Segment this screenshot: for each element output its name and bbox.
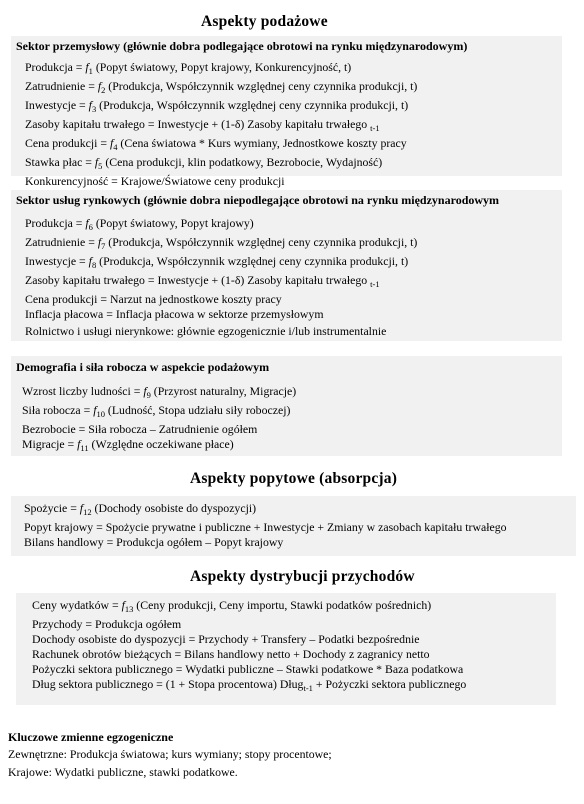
equation-text: Zasoby kapitału trwałego = Inwestycje + (1-δ) Zasoby kapitału trwałego — [25, 273, 371, 287]
equation-text: Dług sektora publicznego = (1 + Stopa procentowa) Dług — [32, 677, 304, 691]
equation-text: Produkcja = — [25, 60, 86, 74]
equation-args: (Popyt światowy, Popyt krajowy) — [92, 216, 254, 230]
equation-line — [22, 384, 296, 403]
title-supply-aspects: Aspekty podażowe — [201, 13, 328, 30]
equation-line — [22, 437, 296, 456]
subscript: t-1 — [303, 683, 313, 693]
equation-args: (Przyrost naturalny, Migracje) — [150, 384, 297, 398]
equation-text: Popyt krajowy = Spożycie prywatne i publiczne + Inwestycje + Zmiany w zasobach kapitału trwałego — [24, 520, 507, 534]
function-symbol: f — [109, 136, 114, 150]
equation-args: (Ceny produkcji, Ceny importu, Stawki podatków pośrednich) — [133, 598, 432, 612]
income-lines — [32, 598, 466, 696]
subscript: 11 — [80, 443, 89, 453]
subscript: 7 — [101, 241, 106, 251]
exogenous-line-external: Zewnętrzne: Produkcja światowa; kurs wymiany; stopy procentowe; — [8, 747, 332, 761]
equation-args: (Dochody osobiste do dyspozycji) — [91, 501, 257, 515]
equation-text: Ceny wydatków = — [32, 598, 122, 612]
equation-line — [24, 535, 507, 550]
equation-text: Zatrudnienie = — [25, 79, 98, 93]
equation-line — [32, 662, 466, 677]
function-symbol: f — [85, 60, 89, 74]
equation-args: (Popyt światowy, Popyt krajowy, Konkurencyjność, t) — [92, 60, 352, 74]
equation-line — [32, 617, 466, 632]
subscript: t-1 — [370, 279, 380, 289]
exogenous-heading: Kluczowe zmienne egzogeniczne — [8, 730, 174, 744]
equation-args: + Pożyczki sektora publicznego — [312, 677, 467, 691]
services-sector-heading: Sektor usług rynkowych (głównie dobra niepodlegające obrotowi na rynku międzynarodowym — [16, 193, 500, 207]
subscript: 5 — [98, 161, 103, 171]
subscript: 2 — [101, 85, 106, 95]
equation-text: Konkurencyjność = Krajowe/Światowe ceny produkcji — [25, 174, 285, 188]
subscript: 13 — [124, 604, 134, 614]
function-symbol: f — [88, 254, 92, 268]
equation-line — [25, 60, 417, 79]
equation-text: Zasoby kapitału trwałego = Inwestycje + (1-δ) Zasoby kapitału trwałego — [25, 117, 371, 131]
function-symbol: f — [94, 155, 99, 169]
subscript: 1 — [88, 66, 93, 76]
equation-line — [25, 174, 417, 189]
equation-text: Migracje = — [22, 437, 78, 451]
equation-args: (Względne oczekiwane płace) — [88, 437, 234, 451]
equation-line — [25, 254, 417, 273]
function-symbol: f — [77, 437, 81, 451]
equation-text: Inwestycje = — [25, 98, 89, 112]
equation-text: Inwestycje = — [25, 254, 89, 268]
equation-args: (Produkcja, Współczynnik względnej ceny czynnika produkcji, t) — [105, 79, 418, 93]
equation-args: (Produkcja, Współczynnik względnej ceny czynnika produkcji, t) — [105, 235, 418, 249]
function-symbol: f — [93, 403, 97, 417]
subscript: 12 — [83, 507, 92, 517]
equation-args: (Produkcja, Współczynnik względnej ceny czynnika produkcji, t) — [96, 98, 409, 112]
equation-text: Wzrost liczby ludności = — [22, 384, 144, 398]
subscript: t-1 — [370, 123, 380, 133]
subscript: 4 — [113, 142, 118, 152]
exogenous-line-domestic: Krajowe: Wydatki publiczne, stawki podatkowe. — [8, 765, 238, 779]
function-symbol: f — [88, 98, 92, 112]
equation-line — [22, 403, 296, 422]
equation-text: Bezrobocie = Siła robocza – Zatrudnienie ogółem — [22, 422, 258, 436]
services-sector-note: Rolnictwo i usługi nierynkowe: głównie egzogenicznie i/lub instrumentalnie — [25, 324, 387, 338]
function-symbol: f — [85, 216, 89, 230]
equation-line — [24, 501, 507, 520]
equation-text: Rachunek obrotów bieżących = Bilans handlowy netto + Dochody z zagranicy netto — [32, 647, 430, 661]
function-symbol: f — [143, 384, 147, 398]
equation-text: Stawka płac = — [25, 155, 95, 169]
equation-line — [25, 273, 417, 292]
equation-line — [25, 235, 417, 254]
equation-text: Cena produkcji = — [25, 136, 110, 150]
equation-line — [32, 632, 466, 647]
equation-line — [22, 422, 296, 437]
demography-heading: Demografia i siła robocza w aspekcie podażowym — [16, 360, 270, 374]
equation-text: Dochody osobiste do dyspozycji = Przychody + Transfery – Podatki bezpośrednie — [32, 632, 420, 646]
subscript: 6 — [88, 222, 93, 232]
equation-text: Cena produkcji = Narzut na jednostkowe koszty pracy — [25, 292, 282, 306]
function-symbol: f — [97, 235, 102, 249]
equation-args: (Produkcja, Współczynnik względnej ceny czynnika produkcji, t) — [96, 254, 409, 268]
equation-text: Inflacja płacowa = Inflacja płacowa w sektorze przemysłowym — [25, 307, 324, 321]
equation-text: Pożyczki sektora publicznego = Wydatki publiczne – Stawki podatkowe * Baza podatkowa — [32, 662, 464, 676]
equation-args: (Ludność, Stopa udziału siły roboczej) — [104, 403, 291, 417]
equation-line — [25, 117, 417, 136]
equation-text: Zatrudnienie = — [25, 235, 98, 249]
equation-line — [25, 98, 417, 117]
equation-text: Spożycie = — [24, 501, 80, 515]
title-demand-aspects: Aspekty popytowe (absorpcja) — [190, 470, 398, 487]
demand-lines — [24, 501, 507, 550]
equation-line — [25, 79, 417, 98]
equation-line — [25, 216, 417, 235]
equation-text: Przychody = Produkcja ogółem — [32, 617, 182, 631]
demography-lines — [22, 384, 296, 456]
equation-line — [32, 598, 466, 617]
subscript: 10 — [96, 409, 105, 419]
services-sector-lines — [25, 216, 417, 322]
function-symbol: f — [79, 501, 84, 515]
equation-line — [25, 136, 417, 155]
equation-line — [25, 292, 417, 307]
function-symbol: f — [121, 598, 125, 612]
equation-line — [25, 155, 417, 174]
subscript: 3 — [91, 104, 97, 114]
industrial-sector-lines — [25, 60, 417, 189]
equation-text: Bilans handlowy = Produkcja ogółem – Popyt krajowy — [24, 535, 284, 549]
equation-line — [32, 647, 466, 662]
equation-line — [24, 520, 507, 535]
equation-text: Siła robocza = — [22, 403, 94, 417]
equation-line — [25, 307, 417, 322]
function-symbol: f — [97, 79, 102, 93]
subscript: 8 — [91, 260, 97, 270]
subscript: 9 — [146, 390, 151, 400]
title-income-aspects: Aspekty dystrybucji przychodów — [190, 568, 415, 585]
equation-args: (Cena światowa * Kurs wymiany, Jednostkowe koszty pracy — [117, 136, 407, 150]
equation-text: Produkcja = — [25, 216, 86, 230]
industrial-sector-heading: Sektor przemysłowy (głównie dobra podlegające obrotowi na rynku międzynarodowym) — [16, 39, 468, 53]
equation-line — [32, 677, 466, 696]
equation-args: (Cena produkcji, klin podatkowy, Bezrobocie, Wydajność) — [102, 155, 383, 169]
